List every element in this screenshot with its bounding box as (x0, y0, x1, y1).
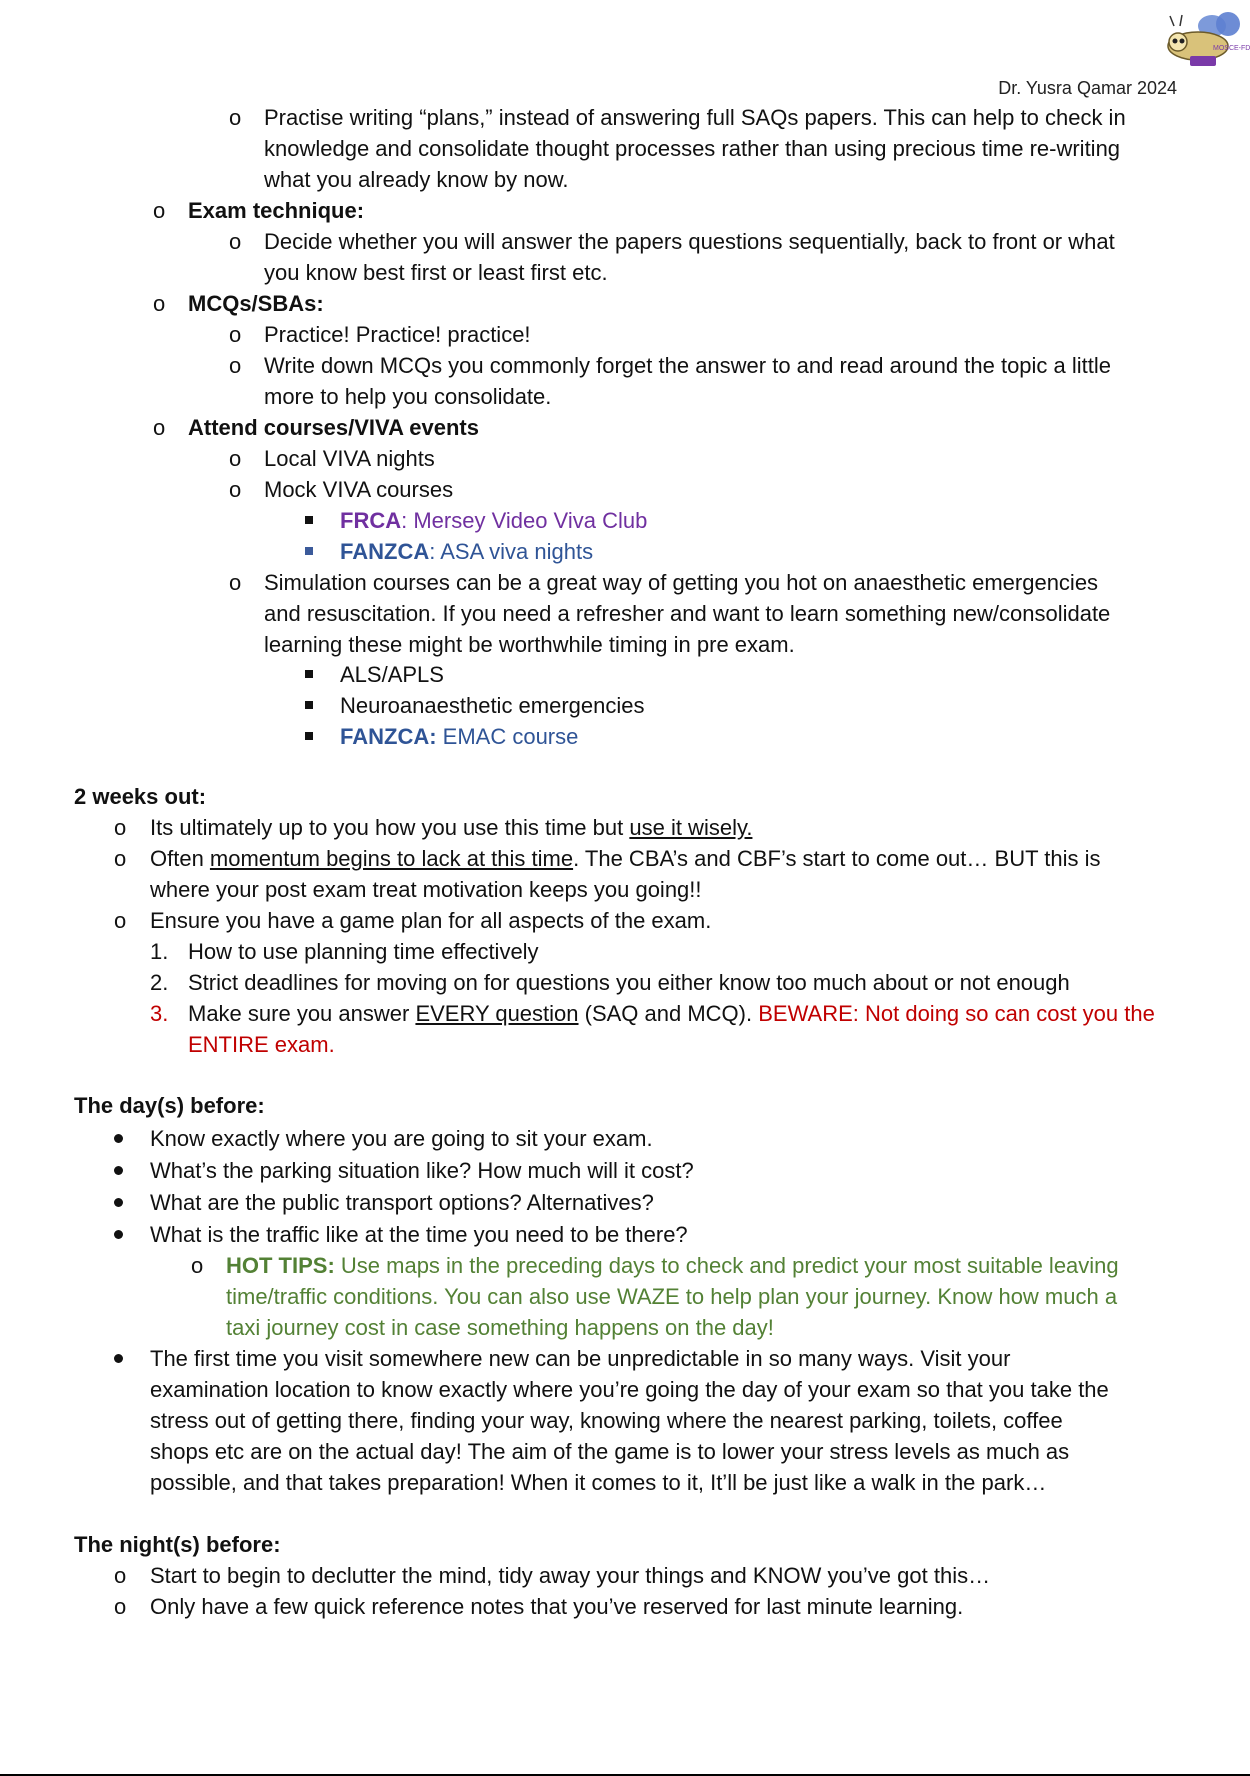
plans-line-2: knowledge and consolidate thought processes rather than using precious time re-writing (264, 136, 1121, 161)
fanzca-label: FANZCA (340, 539, 430, 564)
day-before-bullet-5-line-5: possible, and that takes preparation! When it comes to it, It’ll be just like a walk in the park… (150, 1470, 1047, 1495)
numbered-item-3-warning-line-2: ENTIRE exam. (188, 1032, 335, 1057)
frca-text: : Mersey Video Viva Club (401, 508, 648, 533)
day-before-bullet-5-line-2: examination location to know exactly where you’re going the day of your exam so that you take the (150, 1377, 1109, 1402)
courses-mock: Mock VIVA courses (264, 477, 454, 502)
night-before-item-1: Start to begin to declutter the mind, tidy away your things and KNOW you’ve got this… (150, 1563, 991, 1588)
square-bullet (305, 701, 313, 709)
sim-fanzca-item (340, 721, 578, 752)
sim-fanzca-text: EMAC course (436, 724, 579, 749)
frca-item (340, 505, 647, 536)
two-weeks-item-2-pre: Often (150, 846, 210, 871)
square-bullet (305, 547, 313, 555)
square-bullet (305, 670, 313, 678)
numbered-item-1: How to use planning time effectively (188, 939, 539, 964)
hot-tips-label: HOT TIPS: (226, 1253, 335, 1278)
sim-fanzca-label: FANZCA: (340, 724, 437, 749)
sim-als: ALS/APLS (340, 662, 444, 687)
plans-line-1: Practise writing “plans,” instead of answering full SAQs papers. This can help to check in (264, 105, 1126, 130)
hot-tips-line-3: taxi journey cost in case something happens on the day! (226, 1315, 774, 1340)
circle-bullet: o (153, 198, 166, 223)
circle-bullet: o (229, 353, 242, 378)
two-weeks-item-2-line-2: where your post exam treat motivation keeps you going!! (150, 877, 702, 902)
day-before-heading: The day(s) before: (74, 1093, 265, 1118)
disc-bullet (114, 1354, 123, 1363)
day-before-bullet-1: Know exactly where you are going to sit your exam. (150, 1126, 653, 1151)
disc-bullet (114, 1230, 123, 1239)
author-credit: Dr. Yusra Qamar 2024 (998, 78, 1177, 98)
numbered-marker-1: 1. (150, 939, 169, 964)
sim-line-1: Simulation courses can be a great way of getting you hot on anaesthetic emergencies (264, 570, 1099, 595)
two-weeks-item-1-text: Its ultimately up to you how you use this time but (150, 815, 630, 840)
day-before-bullet-5-line-1: The first time you visit somewhere new can be unpredictable in so many ways. Visit your (150, 1346, 1011, 1371)
disc-bullet (114, 1134, 123, 1143)
circle-bullet: o (114, 1563, 127, 1588)
circle-bullet: o (114, 815, 127, 840)
numbered-item-2: Strict deadlines for moving on for questions you either know too much about or not enough (188, 970, 1070, 995)
circle-bullet: o (229, 477, 242, 502)
logo-text: MOSCE-FD (1213, 45, 1250, 52)
day-before-bullet-2: What’s the parking situation like? How much will it cost? (150, 1158, 694, 1183)
day-before-bullet-3: What are the public transport options? Alternatives? (150, 1190, 654, 1215)
exam-technique-line-1: Decide whether you will answer the papers questions sequentially, back to front or what (264, 229, 1115, 254)
fanzca-item (340, 536, 593, 567)
sim-line-2: and resuscitation. If you need a refresher and want to learn something new/consolidate (264, 601, 1111, 626)
mcq-item-2-line-1: Write down MCQs you commonly forget the answer to and read around the topic a little (264, 353, 1112, 378)
day-before-bullet-4: What is the traffic like at the time you need to be there? (150, 1222, 688, 1247)
circle-bullet: o (229, 446, 242, 471)
fanzca-text: : ASA viva nights (429, 539, 594, 564)
day-before-bullet-5-line-4: shops etc are on the actual day! The aim of the game is to lower your stress levels as much as (150, 1439, 1070, 1464)
numbered-item-3 (188, 998, 1155, 1029)
circle-bullet: o (191, 1253, 204, 1278)
two-weeks-item-2 (150, 843, 1100, 874)
two-weeks-heading: 2 weeks out: (74, 784, 207, 809)
mcq-item-2-line-2: more to help you consolidate. (264, 384, 552, 409)
two-weeks-item-2-underlined: momentum begins to lack at this time (209, 846, 574, 871)
night-before-heading: The night(s) before: (74, 1532, 281, 1557)
hot-tips-line-1 (226, 1250, 1119, 1281)
numbered-item-3-mid: (SAQ and MCQ). (578, 1001, 759, 1026)
circle-bullet: o (229, 105, 242, 130)
hot-tips-text: Use maps in the preceding days to check and predict your most suitable leaving (334, 1253, 1119, 1278)
two-weeks-item-1-underlined: use it wisely. (629, 815, 753, 840)
courses-local: Local VIVA nights (264, 446, 435, 471)
circle-bullet: o (114, 846, 127, 871)
disc-bullet (114, 1198, 123, 1207)
numbered-marker-2: 2. (150, 970, 169, 995)
numbered-item-3-pre: Make sure you answer (188, 1001, 416, 1026)
sim-line-3: learning these might be worthwhile timing in pre exam. (264, 632, 795, 657)
circle-bullet: o (114, 1594, 127, 1619)
mcq-label: MCQs/SBAs: (188, 291, 324, 316)
disc-bullet (114, 1166, 123, 1175)
courses-label: Attend courses/VIVA events (188, 415, 479, 440)
sim-neuro: Neuroanaesthetic emergencies (340, 693, 645, 718)
circle-bullet: o (114, 908, 127, 933)
numbered-item-3-warning: BEWARE: Not doing so can cost you the (758, 1001, 1155, 1026)
square-bullet (305, 732, 313, 740)
mcq-item-1: Practice! Practice! practice! (264, 322, 531, 347)
circle-bullet: o (153, 415, 166, 440)
two-weeks-item-2-post: . The CBA’s and CBF’s start to come out… BUT this is (573, 846, 1101, 871)
frca-label: FRCA (340, 508, 402, 533)
two-weeks-item-1 (150, 812, 752, 843)
numbered-item-3-underlined: EVERY question (415, 1001, 579, 1026)
circle-bullet: o (229, 229, 242, 254)
two-weeks-item-3: Ensure you have a game plan for all aspects of the exam. (150, 908, 712, 933)
plans-line-3: what you already know by now. (264, 167, 569, 192)
circle-bullet: o (229, 570, 242, 595)
exam-technique-line-2: you know best first or least first etc. (264, 260, 608, 285)
hot-tips-line-2: time/traffic conditions. You can also use WAZE to help plan your journey. Know how much a (226, 1284, 1118, 1309)
square-bullet (305, 516, 313, 524)
circle-bullet: o (153, 291, 166, 316)
exam-technique-label: Exam technique: (188, 198, 365, 223)
circle-bullet: o (229, 322, 242, 347)
bee-mascot-icon (1150, 6, 1250, 76)
night-before-item-2: Only have a few quick reference notes that you’ve reserved for last minute learning. (150, 1594, 964, 1619)
numbered-marker-3: 3. (150, 1001, 169, 1026)
day-before-bullet-5-line-3: stress out of getting there, finding your way, knowing where the nearest parking, toilets, coffee (150, 1408, 1063, 1433)
